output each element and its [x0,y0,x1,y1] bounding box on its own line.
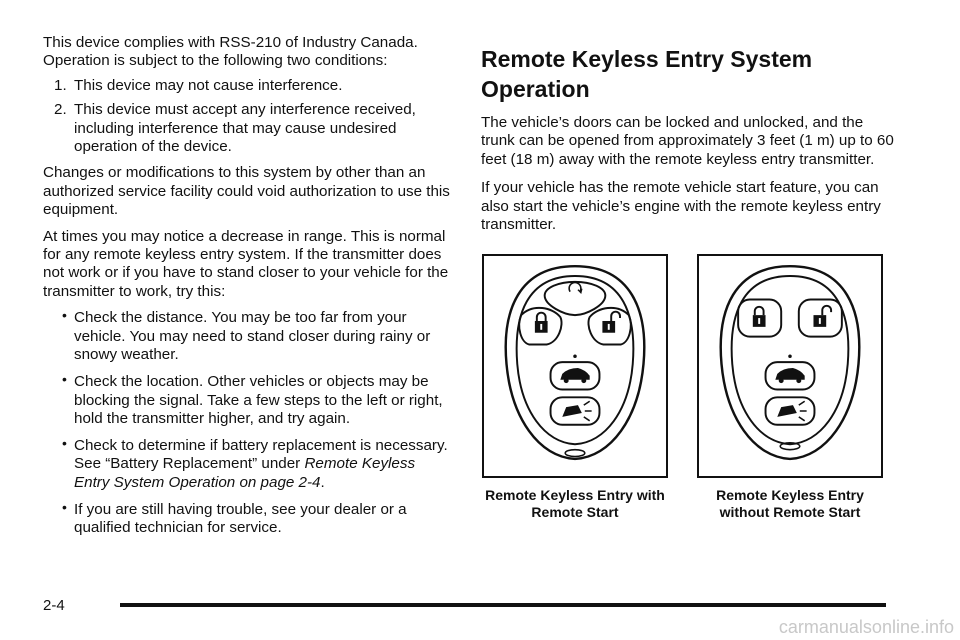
unlock-button [588,308,630,345]
figure-rke-without-remote-start [697,254,883,478]
unlock-button [799,299,842,336]
condition-item: 1. This device may not cause interference. [54,76,343,94]
bullet-icon: • [62,371,67,388]
troubleshooting-list [43,309,453,538]
key-fob-without-remote-start-illustration [699,256,881,476]
rke-description-paragraph: The vehicle’s doors can be locked and unlocked, and the trunk can be opened from approximately 3 feet (1 m) up to 60 feet (18 m) away with the remote keyless entry transmitter. [481,114,894,168]
condition-item: 2. This device must accept any interference received, including interference that may cause undesired operation of the device. [54,101,416,156]
bullet-icon: • [62,434,67,451]
indicator-dot [573,354,577,358]
panic-button [551,397,600,424]
modifications-paragraph: Changes or modifications to this system by other than an authorized service facility could void authorization to use this equipment. [43,164,450,219]
remote-start-paragraph: If your vehicle has the remote vehicle start feature, you can also start the vehicle’s engine with the remote keyless entry transmitter. [481,179,881,234]
bullet-item: • Check the distance. You may be too far from your vehicle. You may need to stand closer during rainy or snowy weather. [62,307,431,364]
panic-button [766,397,815,424]
left-column [43,34,453,546]
figure-rke-with-remote-start [482,254,668,478]
range-paragraph: At times you may notice a decrease in range. This is normal for any remote keyless entry system. If the transmitter does not work or if you have to stand closer to your vehicle for the transmitter to work, try this: [43,227,449,300]
section-heading: Remote Keyless Entry System Operation [481,46,813,102]
led-icon [565,450,585,457]
lock-button [519,308,561,345]
figure-caption-without-remote-start: Remote Keyless Entry without Remote Start [716,487,864,520]
indicator-dot [788,354,792,358]
footer-rule [120,603,886,607]
rss-compliance-paragraph: This device complies with RSS-210 of Industry Canada. Operation is subject to the following two conditions: [43,34,418,70]
key-fob-with-remote-start-illustration [484,256,666,476]
figure-caption-with-remote-start: Remote Keyless Entry with Remote Start [485,487,665,520]
remote-start-button [545,282,606,315]
lock-button [738,299,781,336]
bullet-item: • If you are still having trouble, see your dealer or a qualified technician for service. [62,498,407,537]
trunk-release-button [551,362,600,389]
bullet-item: • Check the location. Other vehicles or objects may be blocking the signal. Take a few steps to the left or right, hold the transmitter higher, and try again. [62,371,443,428]
bullet-icon: • [62,307,67,324]
right-column [481,44,901,234]
bullet-item: • Check to determine if battery replacement is necessary. See “Battery Replacement” under Remote Keyless Entry System Operation on page 2-4. [62,434,448,492]
cross-reference-link[interactable]: Remote Keyless Entry System Operation on page 2-4 [74,455,416,492]
page-number: 2-4 [43,597,65,614]
bullet-icon: • [62,498,67,515]
conditions-list [43,77,453,157]
trunk-release-button [766,362,815,389]
watermark: carmanualsonline.info [778,617,954,637]
